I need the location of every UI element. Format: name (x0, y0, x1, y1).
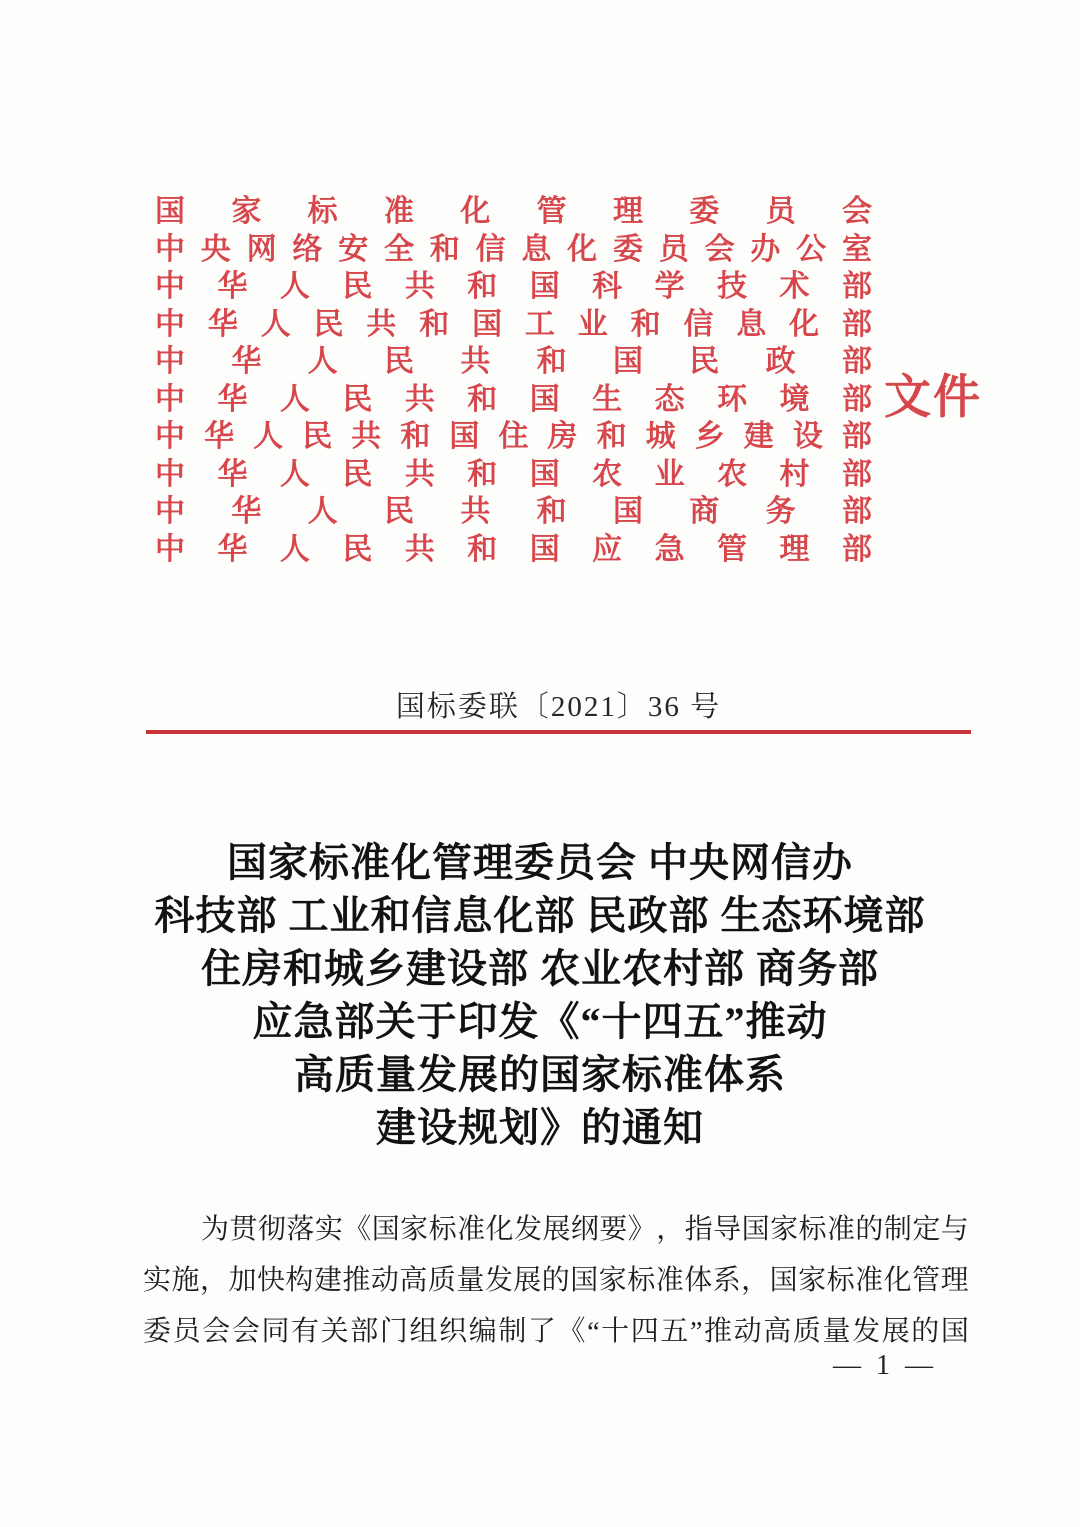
letterhead-agency-line: 中 华 人 民 共 和 国 农 业 农 村 部 (155, 457, 872, 491)
letterhead-agency-line: 中 华 人 民 共 和 国 商 务 部 (155, 495, 872, 528)
letterhead-agency-line: 中 华 人 民 共 和 国 应 急 管 理 部 (155, 532, 872, 566)
letterhead-agency-line: 中 华 人 民 共 和 国 工 业 和 信 息 化 部 (155, 307, 872, 341)
letterhead-agency-line: 中 华 人 民 共 和 国 生 态 环 境 部 (155, 382, 872, 416)
body-paragraph (143, 1196, 969, 1349)
body-line: 为 贯 彻 落 实 《 国 家 标 准 化 发 展 纲 要 》 ， 指 导 国 家 标 准 的 制 定 与 (201, 1214, 969, 1245)
title-line: 高质量发展的国家标准体系 (294, 1052, 786, 1097)
body-line: 委 员 会 会 同 有 关 部 门 组 织 编 制 了 《 “ 十 四 五 ” 推 动 高 质 量 发 展 的 国 (143, 1316, 969, 1348)
letterhead-agencies (155, 186, 872, 566)
body-line: 实 施 ， 加 快 构 建 推 动 高 质 量 发 展 的 国 家 标 准 体 系 ， 国 家 标 准 化 管 理 (143, 1265, 969, 1296)
page-number: — 1 — (833, 1350, 937, 1381)
letterhead-document-word: 文件 (884, 372, 982, 424)
letterhead-agency-line: 中 华 人 民 共 和 国 科 学 技 术 部 (155, 270, 872, 303)
letterhead-agency-line: 中 华 人 民 共 和 国 住 房 和 城 乡 建 设 部 (155, 420, 872, 453)
title-line: 建设规划》的通知 (376, 1105, 704, 1150)
red-divider-line (146, 730, 971, 734)
letterhead-agency-line: 中 华 人 民 共 和 国 民 政 部 (155, 345, 872, 378)
letterhead-agency-line: 中 央 网 络 安 全 和 信 息 化 委 员 会 办 公 室 (155, 232, 872, 266)
title-line: 应急部关于印发《“十四五”推动 (252, 999, 828, 1044)
title-line: 国家标准化管理委员会 中央网信办 (227, 840, 853, 885)
document-title (122, 836, 958, 1154)
title-line: 住房和城乡建设部 农业农村部 商务部 (201, 946, 879, 991)
doc-number: 国标委联〔2021〕36 号 (395, 691, 722, 723)
letterhead-agency-line: 国 家 标 准 化 管 理 委 员 会 (155, 195, 872, 228)
title-line: 科技部 工业和信息化部 民政部 生态环境部 (154, 893, 926, 938)
